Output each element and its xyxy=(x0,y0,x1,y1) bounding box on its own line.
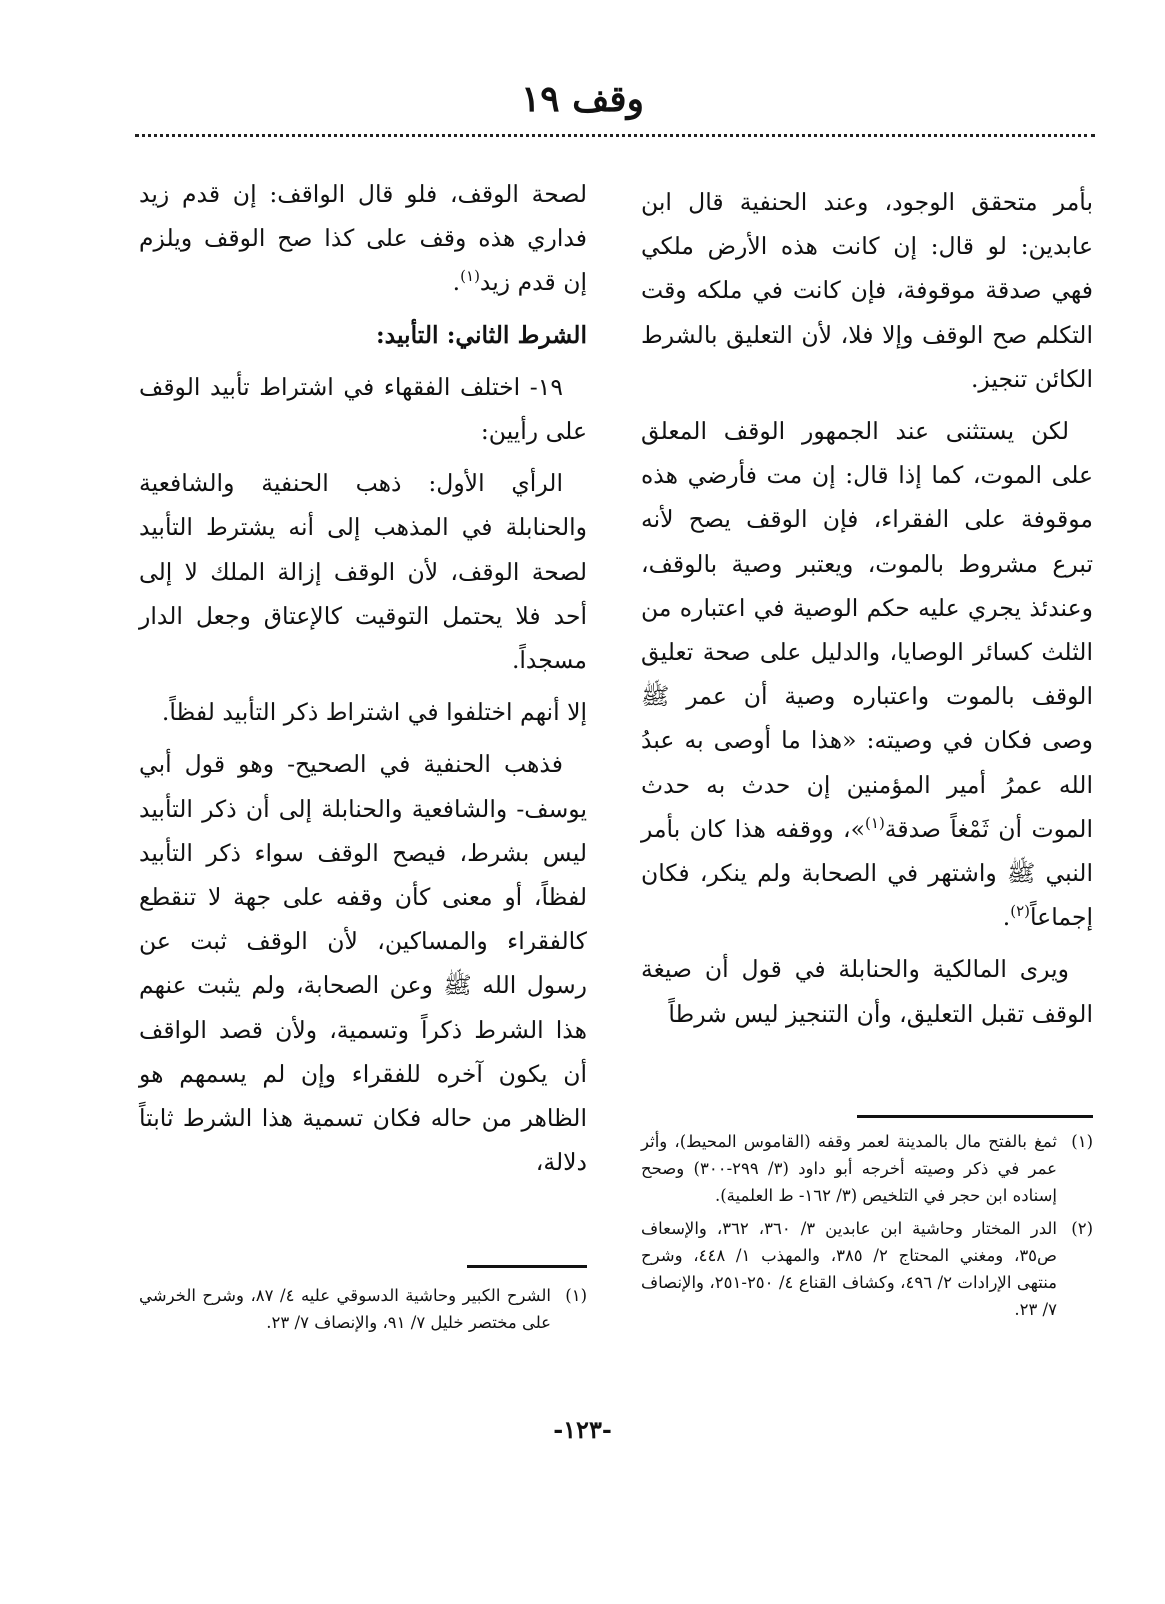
footnote-text: ثمغ بالفتح مال بالمدينة لعمر وقفه (القاموس المحيط)، وأثر عمر في ذكر وصيته أخرجه أبو داود (٣/ ٢٩٩-٣٠٠) وصحح إسناده ابن حجر في التلخيص (٣/ ١٦٢- ط العلمية). xyxy=(641,1132,1057,1205)
footnotes-left xyxy=(139,1282,587,1342)
footnote-text: الشرح الكبير وحاشية الدسوقي عليه ٤/ ٨٧، وشرح الخرشي على مختصر خليل ٧/ ٩١، والإنصاف ٧/ ٢٣. xyxy=(139,1286,551,1332)
paragraph: ويرى المالكية والحنابلة في قول أن صيغة الوقف تقبل التعليق، وأن التنجيز ليس شرطاً xyxy=(641,955,1093,1028)
footnote-ref: (١) xyxy=(460,267,480,286)
footnote-text: الدر المختار وحاشية ابن عابدين ٣/ ٣٦٠، ٣٦٢، والإسعاف ص٣٥، ومغني المحتاج ٢/ ٣٨٥، والمهذب ١/ ٤٤٨، وشرح منتهى الإرادات ٢/ ٤٩٦، وكشاف القناع ٤/ ٢٥٠-٢٥١، والإنصاف ٧/ ٢٣. xyxy=(641,1219,1058,1319)
paragraph: إلا أنهم اختلفوا في اشتراط ذكر التأبيد لفظاً. xyxy=(161,698,587,727)
footnote-ref: (٢) xyxy=(1010,902,1031,921)
section-heading: الشرط الثاني: التأبيد: xyxy=(375,320,587,349)
footnote xyxy=(139,1282,587,1336)
footnote-number: (١) xyxy=(1071,1132,1093,1151)
paragraph: فذهب الحنفية في الصحيح- وهو قول أبي يوسف- والشافعية والحنابلة إلى أن ذكر التأبيد ليس بشرط، فيصح الوقف سواء ذكر التأبيد لفظاً، أو معنى كأن وقفه على جهة لا تنقطع كالفقراء والمساكين، لأن الوقف ثبت عن رسول الله ﷺ وعن الصحابة، ولم يثبت عنهم هذا الشرط ذكراً وتسمية، ولأن قصد الواقف أن يكون آخره للفقراء وإن لم يسمهم هو الظاهر من حاله فكان تسمية هذا الشرط ثابتاً دلالة، xyxy=(139,750,587,1177)
header-dotted-rule xyxy=(135,134,1095,137)
footnote-ref: (١) xyxy=(865,814,885,833)
paragraph: الرأي الأول: ذهب الحنفية والشافعية والحنابلة في المذهب إلى أنه يشترط التأبيد لصحة الوقف، لأن الوقف إزالة الملك لا إلى أحد فلا يحتمل التوقيت كالإعتاق وجعل الدار مسجداً. xyxy=(139,469,587,675)
page-header-title: وقف ١٩ xyxy=(520,78,645,120)
paragraph-text: لكن يستثنى عند الجمهور الوقف المعلق على الموت، كما إذا قال: إن مت فأرضي هذه موقوفة على الفقراء، فإن الوقف يصح لأنه تبرع مشروط بالموت، ويعتبر وصية بالوقف، وعندئذ يجري عليه حكم الوصية في اعتباره من الثلث كسائر الوصايا، والدليل على صحة تعليق الوقف بالموت واعتباره وصية أن عمر ﷺ وصى فكان في وصيته: «هذا ما أوصى به عبدُ الله عمرُ أمير المؤمنين إن حدث به حدث الموت أن ثَمْغاً صدقة xyxy=(641,417,1093,843)
paragraph-text: »، ووقفه هذا كان بأمر النبي ﷺ واشتهر في الصحابة ولم ينكر، فكان إجماعاً xyxy=(641,814,1093,932)
left-text-column xyxy=(139,172,587,1192)
footnote xyxy=(641,1215,1093,1323)
paragraph-end: . xyxy=(452,268,461,297)
paragraph: بأمر متحقق الوجود، وعند الحنفية قال ابن عابدين: لو قال: إن كانت هذه الأرض ملكي فهي صدقة موقوفة، فإن كانت في ملكه وقت التكلم صح الوقف وإلا فلا، لأن التعليق بالشرط الكائن تنجيز. xyxy=(641,188,1093,393)
paragraph xyxy=(641,409,1093,939)
page-number: -١٢٣- xyxy=(553,1415,612,1444)
footnote xyxy=(641,1128,1093,1209)
paragraph-text: لصحة الوقف، فلو قال الواقف: إن قدم زيد فداري هذه وقف على كذا صح الوقف ويلزم إن قدم زيد xyxy=(139,180,587,297)
footnote-divider xyxy=(857,1115,1093,1118)
footnote-number: (٢) xyxy=(1071,1219,1093,1238)
footnote-number: (١) xyxy=(565,1286,587,1305)
footnote-divider xyxy=(467,1265,587,1268)
paragraph xyxy=(139,172,587,305)
paragraph-end: . xyxy=(1002,903,1011,932)
right-text-column xyxy=(641,180,1093,1044)
paragraph: ١٩- اختلف الفقهاء في اشتراط تأبيد الوقف على رأيين: xyxy=(139,372,587,446)
footnotes-right xyxy=(641,1128,1093,1329)
